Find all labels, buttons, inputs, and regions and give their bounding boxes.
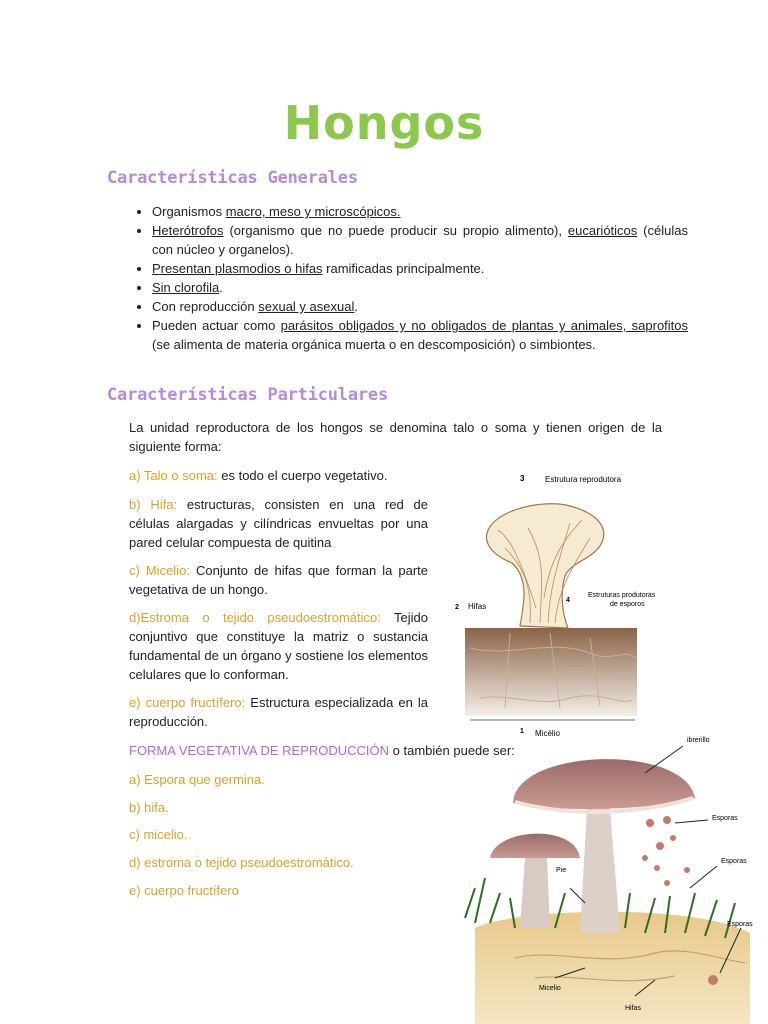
def-micelio: c) Micelio: Conjunto de hifas que forman la parte vegetativa de un hongo. xyxy=(129,563,429,597)
forma-heading: FORMA VEGETATIVA DE REPRODUCCIÓN o también puede ser: xyxy=(129,743,515,758)
section-heading-particulares: Características Particulares xyxy=(107,385,388,405)
def-cuerpo: e) cuerpo fructífero: Estructura especializada en la reproducción. xyxy=(129,695,428,729)
forma-item: e) cuerpo fructífero xyxy=(129,883,239,898)
fungus-structure-figure xyxy=(450,468,690,743)
figure2-label-sombrerillo: ibrerillo xyxy=(687,737,710,744)
mushroom-illustration xyxy=(455,728,755,1024)
forma-item: c) micelio. xyxy=(129,827,188,842)
list-item: • Organismos macro, meso y microscópicos. xyxy=(152,202,688,221)
figure2-label-esporas2: Esporas xyxy=(721,858,747,865)
figure2-label-esporas1: Esporas xyxy=(712,815,738,822)
page-title: Hongos xyxy=(283,96,485,150)
def-hifa: b) Hifa: estructuras, consisten en una red de células alargadas y cilíndricas envueltas por una pared celular compuesta de quitina xyxy=(129,497,428,550)
figure1-num3: 3 xyxy=(520,474,525,483)
generales-list xyxy=(128,202,688,354)
figure2-label-pie: Pie xyxy=(556,867,567,874)
list-item: • Con reproducción sexual y asexual. xyxy=(152,297,688,316)
figure2-label-esporas3: Esporas xyxy=(727,921,753,928)
intro-paragraph: La unidad reproductora de los hongos se denomina talo o soma y tienen origen de la siguiente forma: xyxy=(129,420,662,454)
section-heading-generales: Características Generales xyxy=(107,168,358,188)
figure1-num1: 1 xyxy=(520,728,524,735)
figure1-label-esporos2: de esporos xyxy=(610,601,645,608)
list-item: • Sin clorofila. xyxy=(152,278,688,297)
figure1-label-esporos: Estruturas produtoras xyxy=(588,592,656,599)
forma-item: d) estroma o tejido pseudoestromático. xyxy=(129,855,354,870)
list-item: • Heterótrofos (organismo que no puede producir su propio alimento), eucarióticos (células con núcleo y organelos). xyxy=(152,221,688,259)
list-item: • Pueden actuar como parásitos obligados y no obligados de plantas y animales, saprofitos (se alimenta de materia orgánica muerta o en descomposición) o simbiontes. xyxy=(152,316,688,354)
list-item: • Presentan plasmodios o hifas ramificadas principalmente. xyxy=(152,259,688,278)
figure1-label-hifas: Hifas xyxy=(468,602,487,611)
figure1-label-top: Estrutura reprodutora xyxy=(545,475,622,484)
figure1-num4: 4 xyxy=(566,597,570,604)
forma-item: a) Espora que germina. xyxy=(129,772,265,787)
figure2-label-hifas: Hifas xyxy=(625,1005,641,1012)
figure1-num2: 2 xyxy=(455,604,459,611)
figure1-label-micelio: Micélio xyxy=(535,729,560,738)
forma-item: b) hifa. xyxy=(129,800,169,815)
def-talo: a) Talo o soma: es todo el cuerpo vegetativo. xyxy=(129,468,388,483)
figure2-label-micelio: Micelio xyxy=(539,985,561,992)
def-estroma: d)Estroma o tejido pseudoestromático: Tejido conjuntivo que constituye la matriz o sustancia fundamental de un órgano y sostiene los elementos celulares que lo conforman. xyxy=(129,610,429,682)
